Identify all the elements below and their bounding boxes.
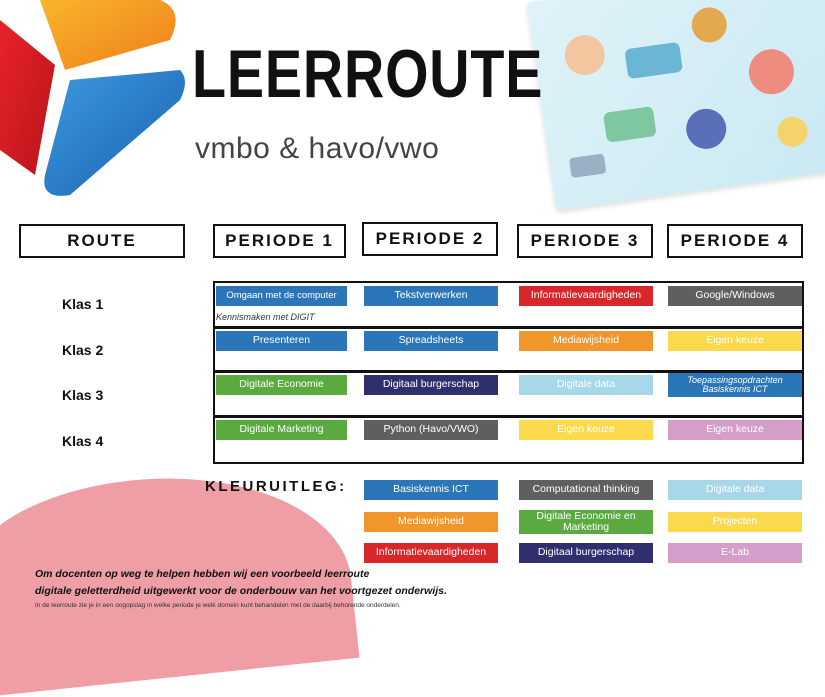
row-label-klas-4: Klas 4 <box>62 433 104 449</box>
legend-basiskennis: Basiskennis ICT <box>364 480 498 500</box>
illustration-image <box>527 0 825 211</box>
cell-k3-p3: Digitale data <box>519 375 653 395</box>
cell-k4-p4: Eigen keuze <box>668 420 802 440</box>
cell-k2-p3: Mediawijsheid <box>519 331 653 351</box>
cell-k4-p1: Digitale Marketing <box>216 420 347 440</box>
cell-k3-p2: Digitaal burgerschap <box>364 375 498 395</box>
cell-k1-p3: Informatievaardigheden <box>519 286 653 306</box>
legend-projecten: Projecten <box>668 512 802 532</box>
footer-text-3: In de leerroute zie je in een oogopslag in welke periode je welk domein kunt behandelen met de daarbij behorende onderdelen. <box>35 602 401 609</box>
legend-computational: Computational thinking <box>519 480 653 500</box>
header-periode-3: PERIODE 3 <box>517 224 653 258</box>
legend-digitale-data: Digitale data <box>668 480 802 500</box>
cell-k1-p4: Google/Windows <box>668 286 802 306</box>
legend-burgerschap: Digitaal burgerschap <box>519 543 653 563</box>
row-label-klas-2: Klas 2 <box>62 342 104 358</box>
legend-informatie: Informatievaardigheden <box>364 543 498 563</box>
cell-k1-p1: Omgaan met de computer <box>216 286 347 306</box>
cell-k1-note: Kennismaken met DIGIT <box>216 312 315 322</box>
footer-text-2: digitale geletterdheid uitgewerkt voor de onderbouw van het voortgezet onderwijs. <box>35 585 447 597</box>
legend-title: KLEURUITLEG: <box>205 478 347 495</box>
legend-mediawijsheid: Mediawijsheid <box>364 512 498 532</box>
cell-k3-p4-line2: Basiskennis ICT <box>702 384 768 394</box>
logo-icon <box>0 0 190 200</box>
header-periode-4: PERIODE 4 <box>667 224 803 258</box>
cell-k3-p4 <box>668 373 802 397</box>
row-label-klas-1: Klas 1 <box>62 296 104 312</box>
header-route: ROUTE <box>19 224 185 258</box>
page-subtitle: vmbo & havo/vwo <box>195 132 440 165</box>
grid-divider <box>213 326 804 329</box>
header-periode-2: PERIODE 2 <box>362 222 498 256</box>
cell-k2-p1: Presenteren <box>216 331 347 351</box>
header-periode-1: PERIODE 1 <box>213 224 346 258</box>
cell-k3-p1: Digitale Economie <box>216 375 347 395</box>
cell-k4-p3: Eigen keuze <box>519 420 653 440</box>
row-label-klas-3: Klas 3 <box>62 387 104 403</box>
footer-text-1: Om docenten op weg te helpen hebben wij een voorbeeld leerroute <box>35 568 370 580</box>
cell-k3-p4-line1: Toepassingsopdrachten <box>687 374 783 385</box>
cell-k1-p2: Tekstverwerken <box>364 286 498 306</box>
page-title: LEERROUTE <box>192 36 544 112</box>
cell-k2-p2: Spreadsheets <box>364 331 498 351</box>
cell-k4-p2: Python (Havo/VWO) <box>364 420 498 440</box>
cell-k2-p4: Eigen keuze <box>668 331 802 351</box>
legend-elab: E-Lab <box>668 543 802 563</box>
legend-economie: Digitale Economie en Marketing <box>519 510 653 534</box>
grid-divider <box>213 415 804 418</box>
